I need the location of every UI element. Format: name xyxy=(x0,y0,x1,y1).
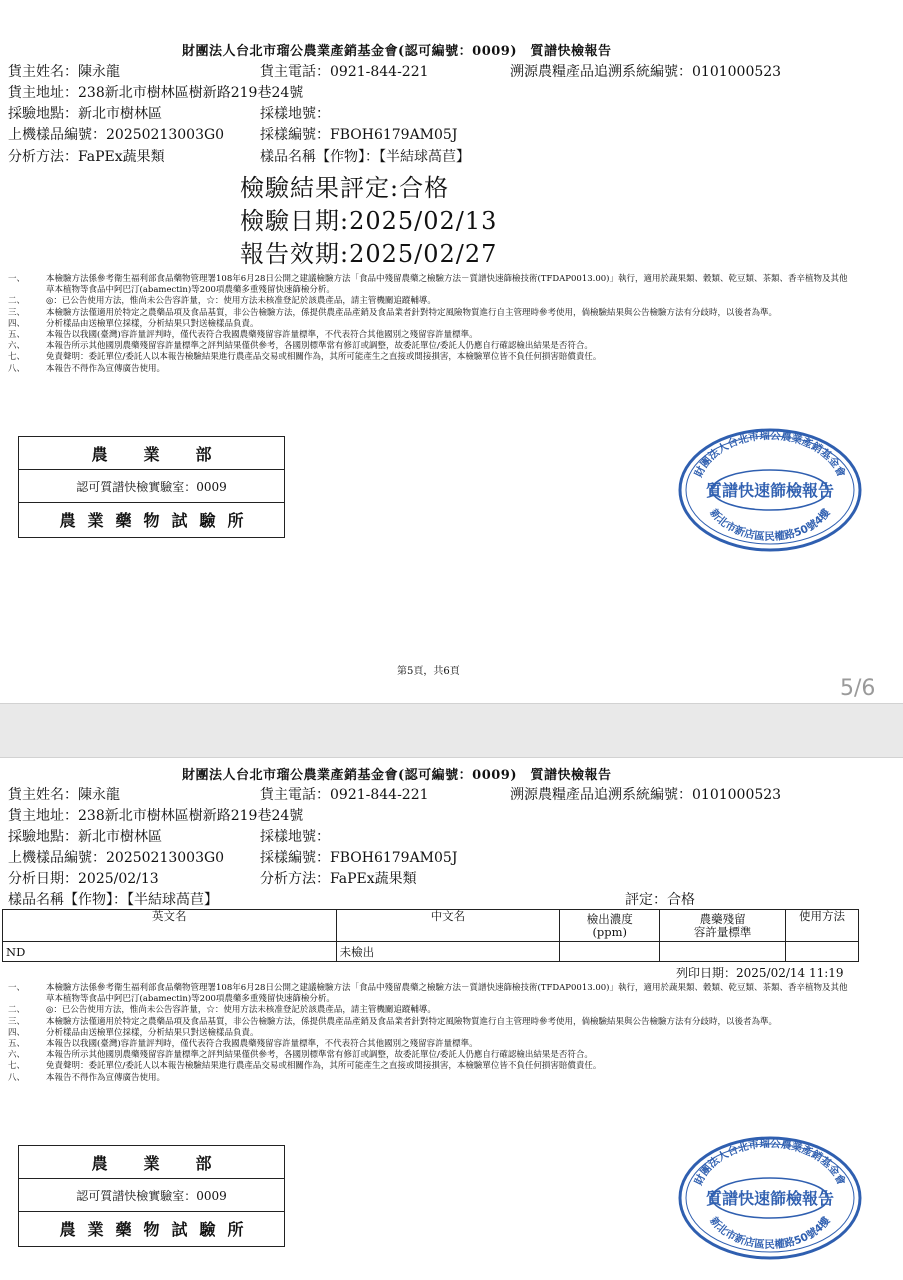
report-valid-date: 報告效期:2025/02/27 xyxy=(240,240,498,268)
note-item: 一、 本檢驗方法係參考衛生福利部食品藥物管理署108年6月28日公開之建議檢驗方法「食品中殘留農藥之檢驗方法－質譜快速篩檢技術(TFDAP0013.00)」執行，適用於蔬果類、穀類、乾豆類、茶類、香辛植物及其他草本植物等食品中阿巴汀(abamectin)等200項農藥多重殘留快速篩檢分析。 xyxy=(8,274,848,296)
owner-phone: 貨主電話：0921-844-221 xyxy=(260,64,429,80)
note-item: 八、 本報告不得作為宣傳廣告使用。 xyxy=(8,1072,166,1083)
note-item: 四、 分析樣品由送檢單位採樣，分析結果只對送檢樣品負責。 xyxy=(8,1027,259,1038)
col-detected-concentration: 檢出濃度 (ppm) xyxy=(560,910,660,942)
cell-chinese-name: 未檢出 xyxy=(336,942,560,962)
note-item: 七、 免責聲明：委託單位/委託人以本報告檢驗結果進行農產品交易或相關作為，其所可能產生之直接或間接損害，本檢驗單位皆不負任何損害賠償責任。 xyxy=(8,1061,602,1072)
note-item: 一、 本檢驗方法係參考衛生福利部食品藥物管理署108年6月28日公開之建議檢驗方法「食品中殘留農藥之檢驗方法－質譜快速篩檢技術(TFDAP0013.00)」執行，適用於蔬果類、穀類、乾豆類、茶類、香辛植物及其他草本植物等食品中阿巴汀(abamectin)等200項農藥多重殘留快速篩檢分析。 xyxy=(8,983,848,1005)
note-item: 二、 ◎：已公告使用方法，惟尚未公告容許量，☆：使用方法未核准登記於該農產品，請主管機關追蹤輔導。 xyxy=(8,1005,436,1016)
seal-stamp xyxy=(675,1133,865,1263)
cell-limit xyxy=(660,942,786,962)
institute-name: 農業藥物試驗所 xyxy=(59,1220,256,1239)
note-item: 三、 本檢驗方法僅適用於特定之農藥品項及食品基質，非公告檢驗方法，係提供農產品產銷及食品業者針對特定風險物質進行自主管理時參考使用，倘檢驗結果與公告檢驗方法有分歧時，以後者為準。 xyxy=(8,1016,778,1027)
print-date: 列印日期：2025/02/14 11:19 xyxy=(676,966,844,980)
note-item: 五、 本報告以我國(臺灣)容許量評判時，僅代表符合我國農藥殘留容許量標準，不代表符合其他國別之殘留容許量標準。 xyxy=(8,330,478,341)
table-header-row xyxy=(3,910,859,942)
trace-number: 溯源農糧產品追溯系統編號：0101000523 xyxy=(510,787,782,803)
sampling-site: 採驗地點：新北市樹林區 xyxy=(8,829,162,845)
analysis-method: 分析方法：FaPEx蔬果類 xyxy=(8,149,165,165)
note-item: 六、 本報告所示其他國別農藥殘留容許量標準之評判結果僅供參考，各國別標準常有修訂或調整，故委託單位/委託人仍應自行確認檢出結果是否符合。 xyxy=(8,1050,593,1061)
upload-sample-number: 上機樣品編號：20250213003G0 xyxy=(8,850,225,866)
sampling-site-number: 採樣地號： xyxy=(260,106,330,122)
svg-text:質譜快速篩檢報告: 質譜快速篩檢報告 xyxy=(705,481,835,500)
sampling-site: 採驗地點：新北市樹林區 xyxy=(8,106,162,122)
owner-name: 貨主姓名：陳永龍 xyxy=(8,64,120,80)
owner-address: 貨主地址：238新北市樹林區樹新路219巷24號 xyxy=(8,85,304,101)
ministry-name: 農業部 xyxy=(19,437,284,470)
verdict: 評定：合格 xyxy=(625,892,695,908)
test-date: 檢驗日期:2025/02/13 xyxy=(240,207,498,235)
svg-text:新北市新店區民權路50號4樓: 新北市新店區民權路50號4樓 xyxy=(707,506,833,544)
lab-certification-box xyxy=(18,1145,285,1247)
ministry-name: 農業部 xyxy=(19,1146,284,1179)
owner-phone: 貨主電話：0921-844-221 xyxy=(260,787,429,803)
results-table xyxy=(2,909,859,962)
note-item: 二、 ◎：已公告使用方法，惟尚未公告容許量，☆：使用方法未核准登記於該農產品，請主管機關追蹤輔導。 xyxy=(8,296,436,307)
report-page-6 xyxy=(0,758,903,1280)
page-footer: 第5頁，共6頁 xyxy=(397,666,460,677)
svg-text:財團法人台北市瑠公農業產銷基金會: 財團法人台北市瑠公農業產銷基金會 xyxy=(692,429,848,480)
sample-name: 樣品名稱【作物】：【半結球萵苣】 xyxy=(8,892,218,908)
col-chinese-name: 中文名 xyxy=(336,910,560,942)
sample-number: 採樣編號：FBOH6179AM05J xyxy=(260,127,458,143)
cell-usage xyxy=(786,942,859,962)
col-usage: 使用方法 xyxy=(786,910,859,942)
svg-text:財團法人台北市瑠公農業產銷基金會: 財團法人台北市瑠公農業產銷基金會 xyxy=(692,1137,848,1188)
svg-text:新北市新店區民權路50號4樓: 新北市新店區民權路50號4樓 xyxy=(707,1214,833,1252)
page-counter: 5/6 xyxy=(840,676,876,701)
owner-address: 貨主地址：238新北市樹林區樹新路219巷24號 xyxy=(8,808,304,824)
svg-text:質譜快速篩檢報告: 質譜快速篩檢報告 xyxy=(705,1189,835,1208)
cell-english-name: ND xyxy=(3,942,337,962)
trace-number: 溯源農糧產品追溯系統編號：0101000523 xyxy=(510,64,782,80)
note-item: 三、 本檢驗方法僅適用於特定之農藥品項及食品基質，非公告檢驗方法，係提供農產品產銷及食品業者針對特定風險物質進行自主管理時參考使用，倘檢驗結果與公告檢驗方法有分歧時，以後者為準。 xyxy=(8,307,778,318)
note-item: 八、 本報告不得作為宣傳廣告使用。 xyxy=(8,363,166,374)
lab-certification: 認可質譜快檢實驗室：0009 xyxy=(19,1179,284,1212)
analysis-method: 分析方法：FaPEx蔬果類 xyxy=(260,871,417,887)
note-item: 五、 本報告以我國(臺灣)容許量評判時，僅代表符合我國農藥殘留容許量標準，不代表符合其他國別之殘留容許量標準。 xyxy=(8,1039,478,1050)
note-item: 七、 免責聲明：委託單位/委託人以本報告檢驗結果進行農產品交易或相關作為，其所可能產生之直接或間接損害，本檢驗單位皆不負任何損害賠償責任。 xyxy=(8,352,602,363)
seal-stamp xyxy=(675,425,865,555)
lab-certification: 認可質譜快檢實驗室：0009 xyxy=(19,470,284,503)
sampling-site-number: 採樣地號： xyxy=(260,829,330,845)
analysis-date: 分析日期：2025/02/13 xyxy=(8,871,159,887)
owner-name: 貨主姓名：陳永龍 xyxy=(8,787,120,803)
page-separator xyxy=(0,703,903,758)
cell-concentration xyxy=(560,942,660,962)
result-verdict: 檢驗結果評定:合格 xyxy=(240,174,450,202)
table-row xyxy=(3,942,859,962)
notes-list xyxy=(8,983,848,1084)
lab-certification-box xyxy=(18,436,285,538)
report-title: 財團法人台北市瑠公農業產銷基金會(認可編號：0009) 質譜快檢報告 xyxy=(182,44,612,59)
institute-name: 農業藥物試驗所 xyxy=(59,511,256,530)
sample-number: 採樣編號：FBOH6179AM05J xyxy=(260,850,458,866)
note-item: 六、 本報告所示其他國別農藥殘留容許量標準之評判結果僅供參考，各國別標準常有修訂或調整，故委託單位/委託人仍應自行確認檢出結果是否符合。 xyxy=(8,341,593,352)
sample-name: 樣品名稱【作物】：【半結球萵苣】 xyxy=(260,149,470,165)
notes-list xyxy=(8,274,848,375)
col-english-name: 英文名 xyxy=(3,910,337,942)
upload-sample-number: 上機樣品編號：20250213003G0 xyxy=(8,127,225,143)
note-item: 四、 分析樣品由送檢單位採樣，分析結果只對送檢樣品負責。 xyxy=(8,318,259,329)
col-residue-limit: 農藥殘留 容許量標準 xyxy=(660,910,786,942)
report-title: 財團法人台北市瑠公農業產銷基金會(認可編號：0009) 質譜快檢報告 xyxy=(182,768,612,783)
